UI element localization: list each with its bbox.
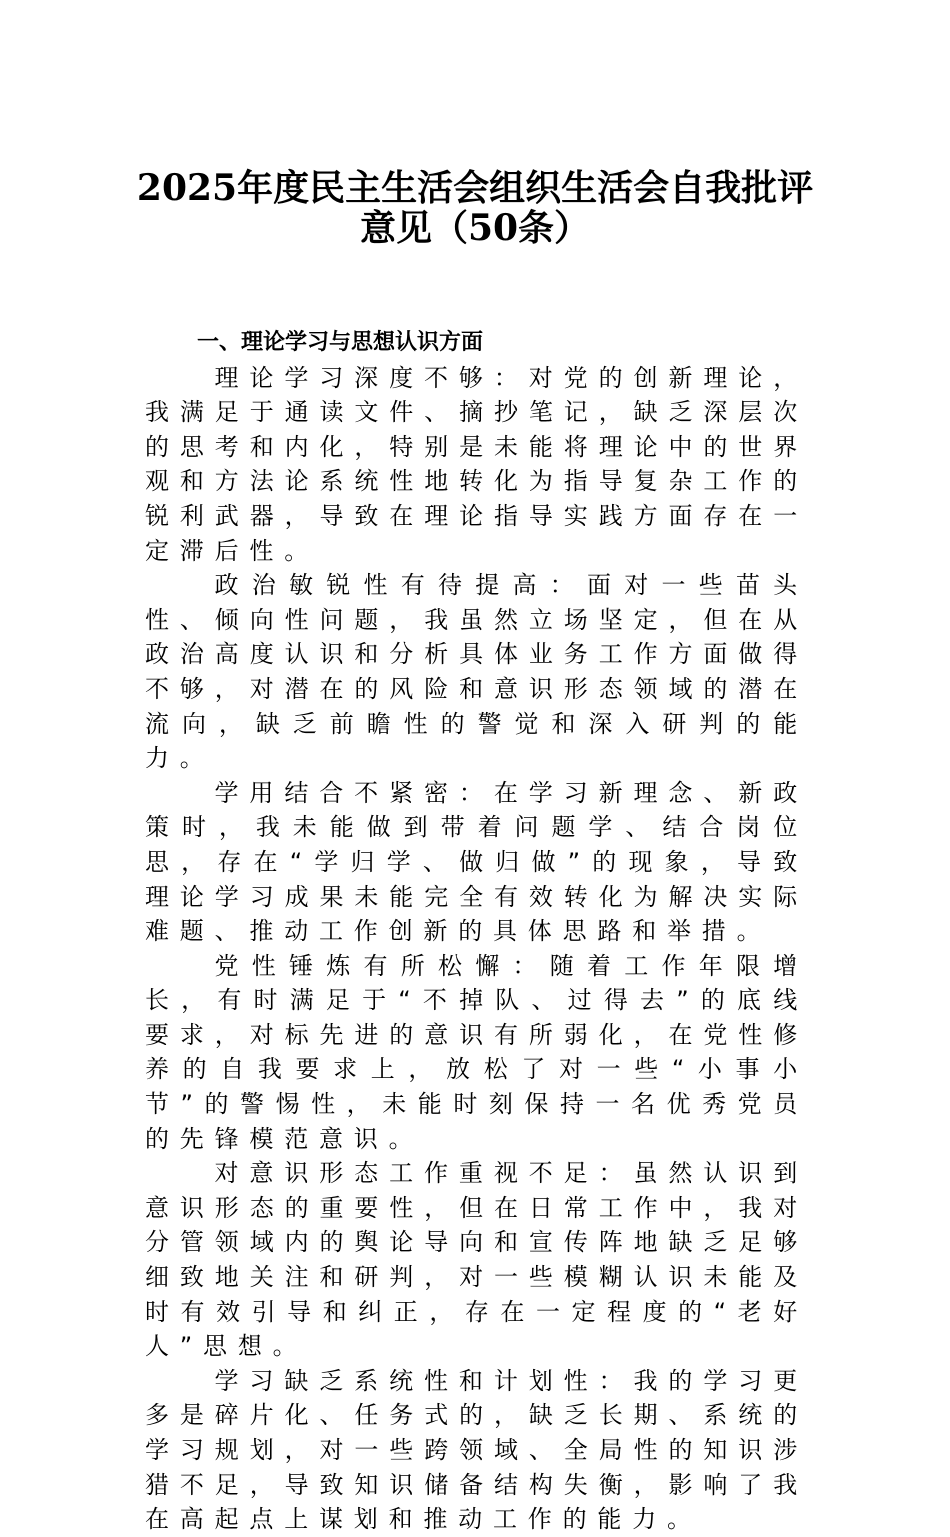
paragraph-3: 学用结合不紧密：在学习新理念、新政策时，我未能做到带着问题学、结合岗位思，存在“学归学、做归做”的现象，导致理论学习成果未能完全有效转化为解决实际难题、推动工作创新的具体思路和举措。 [145, 778, 808, 946]
paragraph-4: 党性锤炼有所松懈：随着工作年限增长，有时满足于“不掉队、过得去”的底线要求，对标先进的意识有所弱化，在党性修养的自我要求上，放松了对一些“小事小节”的警惕性，未能时刻保持一名优秀党员的先锋模范意识。 [145, 951, 808, 1153]
section-heading: 一、理论学习与思想认识方面 [197, 330, 484, 355]
document-body [145, 326, 808, 1537]
document-title-line-1: 2025年度民主生活会组织生活会自我批评 [136, 167, 814, 209]
paragraph-6: 学习缺乏系统性和计划性：我的学习更多是碎片化、任务式的，缺乏长期、系统的学习规划，对一些跨领域、全局性的知识涉猎不足，导致知识储备结构失衡，影响了我在高起点上谋划和推动工作的能力。 [145, 1366, 808, 1534]
document-title-line-2: 意见（50条） [359, 207, 591, 249]
paragraph-1: 理论学习深度不够：对党的创新理论，我满足于通读文件、摘抄笔记，缺乏深层次的思考和内化，特别是未能将理论中的世界观和方法论系统性地转化为指导复杂工作的锐利武器，导致在理论指导实践方面存在一定滞后性。 [145, 363, 808, 565]
paragraph-2: 政治敏锐性有待提高：面对一些苗头性、倾向性问题，我虽然立场坚定，但在从政治高度认识和分析具体业务工作方面做得不够，对潜在的风险和意识形态领域的潜在流向，缺乏前瞻性的警觉和深入研判的能力。 [145, 571, 808, 773]
paragraph-5: 对意识形态工作重视不足：虽然认识到意识形态的重要性，但在日常工作中，我对分管领域内的舆论导向和宣传阵地缺乏足够细致地关注和研判，对一些模糊认识未能及时有效引导和纠正，存在一定程度的“老好人”思想。 [145, 1159, 808, 1361]
